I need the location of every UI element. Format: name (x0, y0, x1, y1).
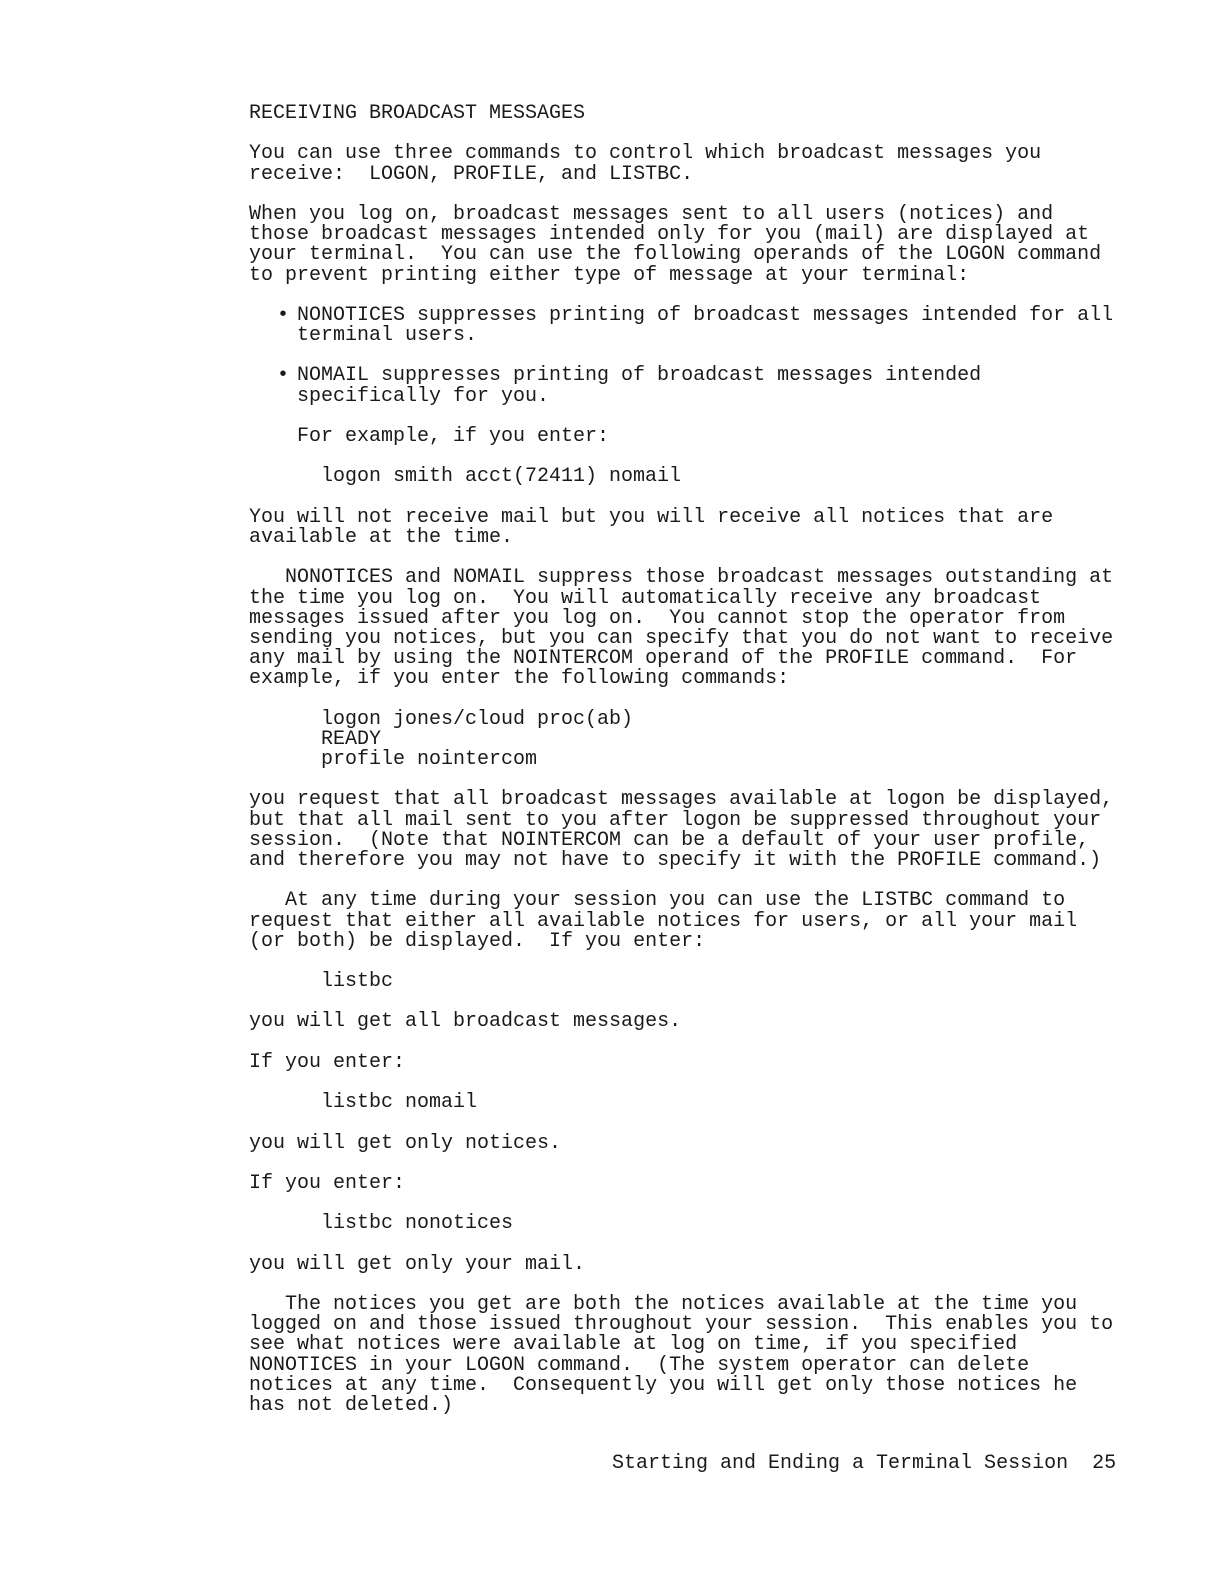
result-all: you will get all broadcast messages. (249, 1010, 682, 1034)
footer-title: Starting and Ending a Terminal Session (612, 1452, 1069, 1475)
page-footer (612, 1454, 1116, 1474)
paragraph-logon: When you log on, broadcast messages sent to all users (notices) and those broadcast messages intended only for you (mail) are displayed at your terminal. You can use the following operands of the LOGON command to prevent printing either type of message at your terminal: (249, 202, 1102, 287)
page-number: 25 (1092, 1452, 1117, 1475)
if-enter-label: If you enter: (249, 1050, 406, 1074)
command-listbc-nomail: listbc nomail (321, 1091, 478, 1115)
if-enter-label: If you enter: (249, 1171, 406, 1195)
paragraph-nomail-result: You will not receive mail but you will receive all notices that are available at the time. (249, 505, 1054, 549)
bullet-item-nomail: • NOMAIL suppresses printing of broadcast messages intended specifically for you. For example, if you enter: logon smith acct(72411) nomail (297, 366, 1129, 487)
paragraph-notices: The notices you get are both the notices available at the time you logged on and those issued throughout your session. This enables you to see what notices were available at log on time, if you specified NONOTICES in your LOGON command. (The system operator can delete notices at any time. Consequently you will get only those notices he has not deleted.) (249, 1293, 1114, 1417)
bullet-item-nonotices: • NONOTICES suppresses printing of broadcast messages intended for all terminal users. (297, 306, 1129, 346)
example-intro: For example, if you enter: (297, 425, 610, 448)
command-block: logon jones/cloud proc(ab) READY profile nointercom (321, 707, 634, 771)
bullet-icon: • (276, 364, 289, 388)
paragraph-intro: You can use three commands to control which broadcast messages you receive: LOGON, PROFILE, and LISTBC. (249, 142, 1042, 186)
result-notices: you will get only notices. (249, 1131, 562, 1155)
result-mail: you will get only your mail. (249, 1252, 586, 1276)
paragraph-listbc: At any time during your session you can use the LISTBC command to request that either all available notices for users, or all your mail (or both) be displayed. If you enter: (249, 889, 1078, 953)
command-listbc-nonotices: listbc nonotices (321, 1212, 514, 1236)
paragraph-suppress: NONOTICES and NOMAIL suppress those broadcast messages outstanding at the time you log on. You will automatically receive any broadcast messages issued after you log on. You cannot stop the operator from sending you notices, but you can specify that you do not want to receive any mail by using the NOINTERCOM operand of the PROFILE command. For example, if you enter the following commands: (249, 566, 1114, 691)
paragraph-nointercom: you request that all broadcast messages available at logon be displayed, but that all mail sent to you after logon be suppressed throughout your session. (Note that NOINTERCOM can be a default of your user profile, and therefore you may not have to specify it with the PROFILE command.) (249, 788, 1114, 872)
command-listbc: listbc (321, 970, 394, 994)
example-command: logon smith acct(72411) nomail (321, 465, 682, 489)
section-heading: RECEIVING BROADCAST MESSAGES (249, 102, 586, 125)
document-body (249, 104, 1129, 1416)
bullet-icon: • (276, 303, 289, 327)
